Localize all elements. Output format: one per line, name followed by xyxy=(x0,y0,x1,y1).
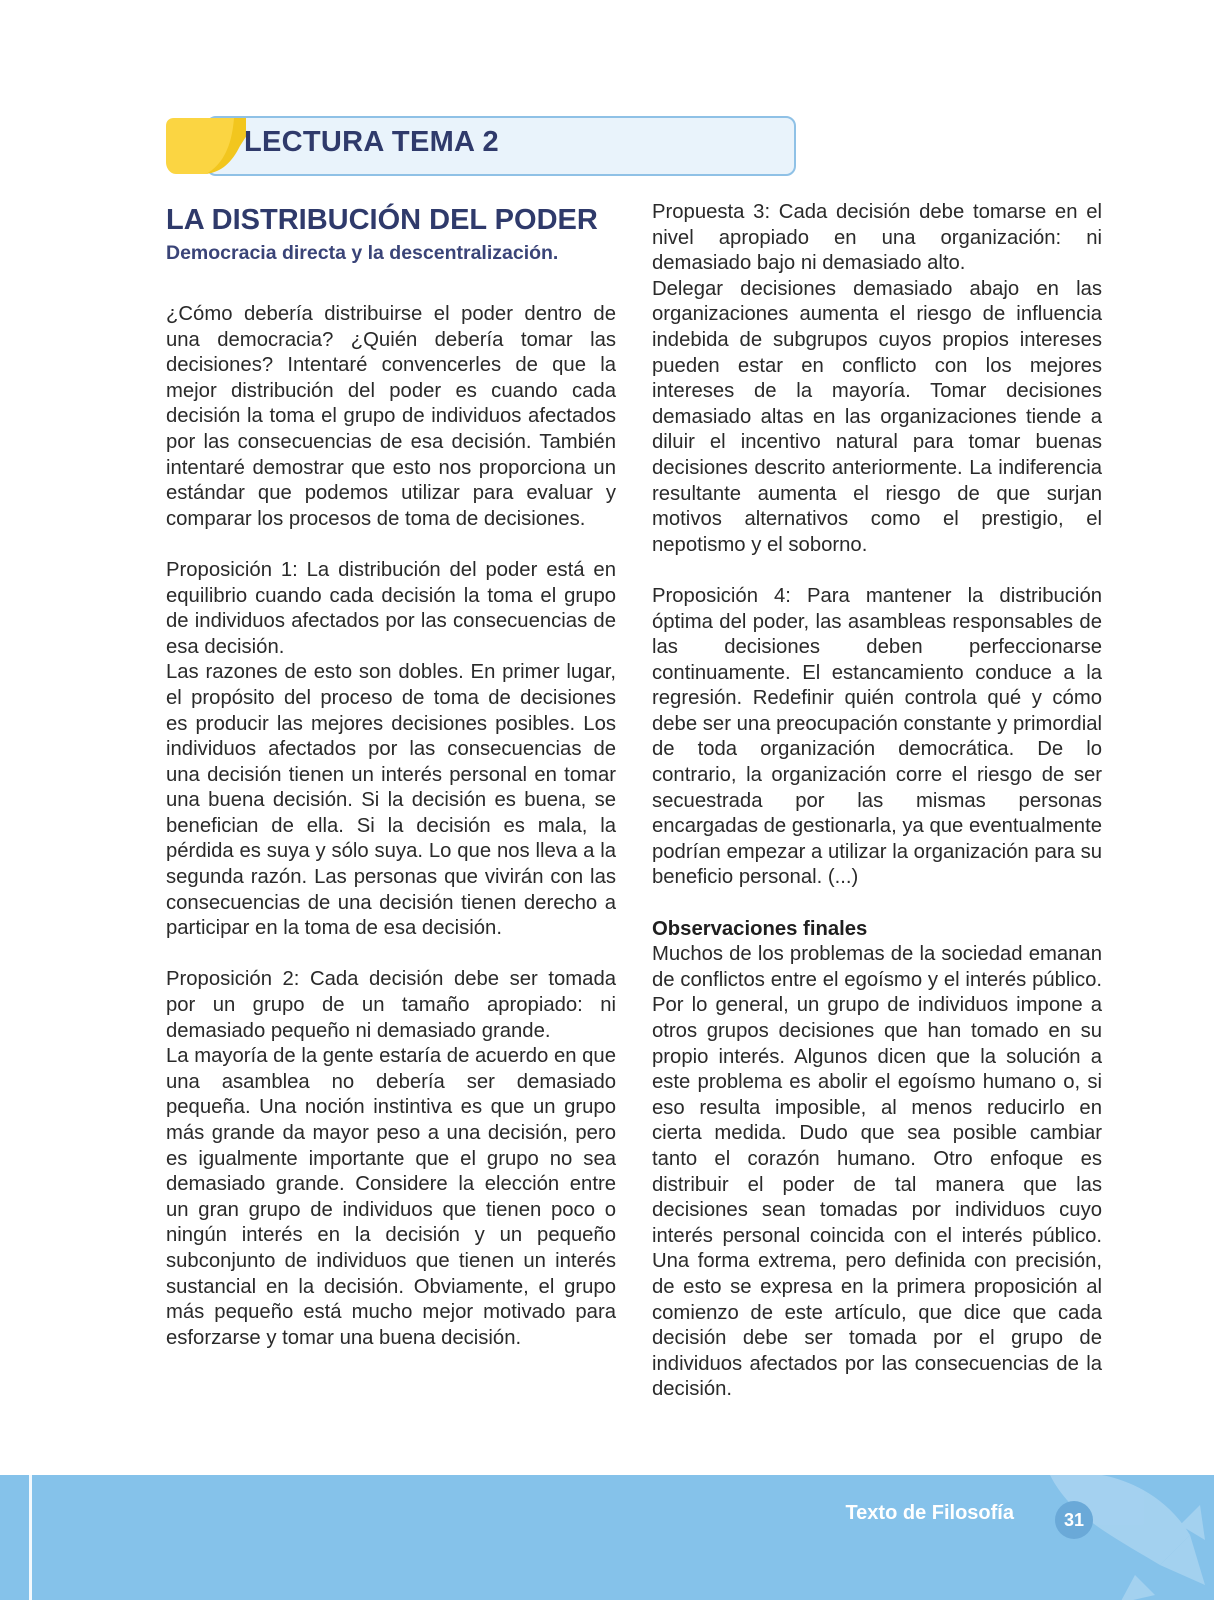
footer-book-title: Texto de Filosofía xyxy=(845,1502,1014,1524)
footer-stripe xyxy=(29,1475,32,1600)
reasons-paragraph: Las razones de esto son dobles. En primer lugar, el propósito del proceso de toma de decisiones es producir las mejores decisiones posibles. Los individuos afectados por las consecuencias de una decisión tienen un interés personal en tomar una buena decisión. Si la decisión es buena, se benefician de ella. Si la decisión es mala, la pérdida es suya y sólo suya. Lo que nos lleva a la segunda razón. Las personas que vivirán con las consecuencias de una decisión tienen derecho a participar en la toma de esa decisión. xyxy=(166,661,616,940)
yellow-tab-decoration xyxy=(166,118,246,176)
proposition-1: Proposición 1: La distribución del poder está en equilibrio cuando cada decisión la toma el grupo de individuos afectados por las consecuencias de esa decisión. xyxy=(166,558,616,658)
proposition-4: Proposición 4: Para mantener la distribución óptima del poder, las asambleas responsables de las decisiones deben perfeccionarse continuamente. El estancamiento conduce a la regresión. Redefinir quién controla qué y cómo debe ser una preocupación constante y primordial de toda organización democrática. De lo contrario, la organización corre el riesgo de ser secuestrada por las mismas personas encargadas de gestionarla, ya que eventualmente podrían empezar a utilizar la organización para su beneficio personal. (...) xyxy=(652,584,1102,889)
article-title: LA DISTRIBUCIÓN DEL PODER xyxy=(166,204,598,236)
intro-paragraph: ¿Cómo debería distribuirse el poder dentro de una democracia? ¿Quién debería tomar las decisiones? Intentaré convencerles de que la mejor distribución del poder es cuando cada decisión la toma el grupo de individuos afectados por las consecuencias de esa decisión. También intentaré demostrar que esto nos proporciona un estándar que podemos utilizar para evaluar y comparar los procesos de toma de decisiones. xyxy=(166,303,616,530)
group-size-paragraph: La mayoría de la gente estaría de acuerdo en que una asamblea no debería ser demasiado pequeña. Una noción instintiva es que un grupo más grande da mayor peso a una decisión, pero es igualmente importante que el grupo no sea demasiado grande. Considere la elección entre un gran grupo de individuos que tienen poco o ningún interés en la decisión y un pequeño subconjunto de individuos que tienen un interés sustancial en la decisión. Obviamente, el grupo más pequeño está mucho mejor motivado para esforzarse y tomar una buena decisión. xyxy=(166,1045,616,1349)
proposition-2: Proposición 2: Cada decisión debe ser tomada por un grupo de un tamaño apropiado: ni demasiado pequeño ni demasiado grande. xyxy=(166,968,616,1042)
delegation-paragraph: Delegar decisiones demasiado abajo en las organizaciones aumenta el riesgo de influencia indebida de subgrupos cuyos propios intereses pueden estar en conflicto con los mejores intereses de la mayoría. Tomar decisiones demasiado altas en las organizaciones tiende a diluir el incentivo natural para tomar buenas decisiones descrito anteriormente. La indiferencia resultante aumenta el riesgo de que surjan motivos alternativos como el prestigio, el nepotismo y el soborno. xyxy=(652,277,1102,556)
right-column xyxy=(652,200,1102,1403)
lesson-header-banner xyxy=(166,116,794,174)
page-footer xyxy=(0,1475,1214,1600)
page-number-badge: 31 xyxy=(1055,1501,1093,1539)
final-observations-paragraph: Muchos de los problemas de la sociedad emanan de conflictos entre el egoísmo y el interés público. Por lo general, un grupo de individuos impone a otros grupos decisiones que han tomado en su propio interés. Algunos dicen que la solución a este problema es abolir el egoísmo humano o, si eso resulta imposible, al menos reducirlo en cierta medida. Dudo que sea posible cambiar tanto el corazón humano. Otro enfoque es distribuir el poder de tal manera que las decisiones sean tomadas por individuos cuyo interés personal coincida con el interés público. Una forma extrema, pero definida con precisión, de esto se expresa en la primera proposición al comienzo de este artículo, que dice que cada decisión debe ser tomada por el grupo de individuos afectados por las consecuencias de la decisión. xyxy=(652,943,1102,1401)
lesson-header-title: LECTURA TEMA 2 xyxy=(244,126,499,158)
final-observations-heading: Observaciones finales xyxy=(652,917,868,940)
left-column xyxy=(166,200,616,1351)
article-subtitle: Democracia directa y la descentralización. xyxy=(166,242,559,264)
proposal-3: Propuesta 3: Cada decisión debe tomarse en el nivel apropiado en una organización: ni demasiado bajo ni demasiado alto. xyxy=(652,201,1102,275)
rocket-icon xyxy=(1040,1475,1210,1600)
